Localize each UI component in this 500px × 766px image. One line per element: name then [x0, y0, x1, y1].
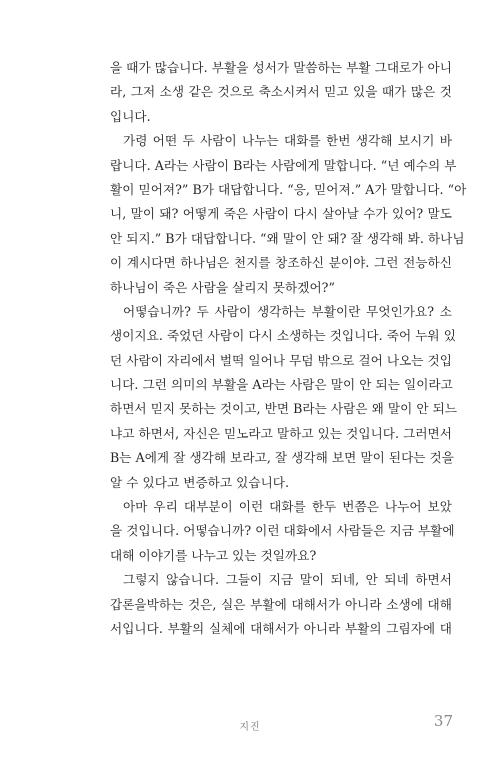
text-line: 서입니다. 부활의 실체에 대해서가 아니라 부활의 그림자에 대: [110, 620, 452, 636]
body-text: [110, 56, 467, 641]
text-line: 알 수 있다고 변증하고 있습니다.: [110, 474, 290, 490]
text-line: 갑론을박하는 것은, 실은 부활에 대해서가 아니라 소생에 대해: [110, 596, 452, 612]
running-footer-title: 지진: [239, 722, 261, 733]
text-line: 냐고 하면서, 자신은 믿노라고 말하고 있는 것입니다. 그러면서: [110, 425, 452, 441]
text-line: 니, 말이 돼? 어떻게 죽은 사람이 다시 살아날 수가 있어? 말도: [110, 206, 452, 222]
text-line: 입니다.: [110, 108, 151, 124]
text-line: 대해 이야기를 나누고 있는 것일까요?: [110, 547, 317, 563]
text-line: 이 계시다면 하나님은 천지를 창조하신 분이야. 그런 전능하신: [110, 255, 452, 271]
paragraph-2: [110, 129, 467, 300]
text-line: 니다. 그런 의미의 부활을 A라는 사람은 말이 안 되는 일이라고: [110, 377, 453, 393]
text-line: 라, 그저 소생 같은 것으로 축소시켜서 믿고 있을 때가 많은 것: [110, 84, 452, 100]
text-line: 안 되지.” B가 대답합니다. “왜 말이 안 돼? 잘 생각해 봐. 하나님: [110, 230, 465, 246]
text-line: 활이 믿어져?” B가 대답합니다. “응, 믿어져.” A가 말합니다. “아: [110, 181, 467, 197]
text-line: 가령 어떤 두 사람이 나누는 대화를 한번 생각해 보시기 바: [123, 133, 452, 149]
paragraph-3: [110, 300, 458, 495]
text-line: 을 때가 많습니다. 부활을 성서가 말씀하는 부활 그대로가 아니: [110, 60, 452, 75]
text-line: 던 사람이 자리에서 벌떡 일어나 무덤 밖으로 걸어 나오는 것입: [110, 352, 452, 368]
text-line: 하면서 믿지 못하는 것이고, 반면 B라는 사람은 왜 말이 안 되느: [110, 401, 458, 417]
text-line: 생이지요. 죽었던 사람이 다시 소생하는 것입니다. 죽어 누워 있: [110, 328, 456, 344]
paragraph-5: [110, 568, 452, 641]
paragraph-4: [110, 495, 455, 568]
text-line: 하나님이 죽은 사람을 살리지 못하겠어?”: [110, 279, 335, 295]
text-line: 랍니다. A라는 사람이 B라는 사람에게 말합니다. “넌 예수의 부: [110, 157, 457, 173]
text-line: 어떻습니까? 두 사람이 생각하는 부활이란 무엇인가요? 소: [123, 303, 452, 319]
text-line: 을 것입니다. 어떻습니까? 이런 대화에서 사람들은 지금 부활에: [110, 523, 455, 539]
text-line: 아마 우리 대부분이 이런 대화를 한두 번쯤은 나누어 보았: [123, 499, 452, 515]
text-line: B는 A에게 잘 생각해 보라고, 잘 생각해 보면 말이 된다는 것을: [110, 450, 454, 466]
page-number: 37: [433, 712, 453, 730]
text-line: 그렇지 않습니다. 그들이 지금 말이 되네, 안 되네 하면서: [123, 572, 452, 588]
paragraph-1: [110, 56, 452, 129]
